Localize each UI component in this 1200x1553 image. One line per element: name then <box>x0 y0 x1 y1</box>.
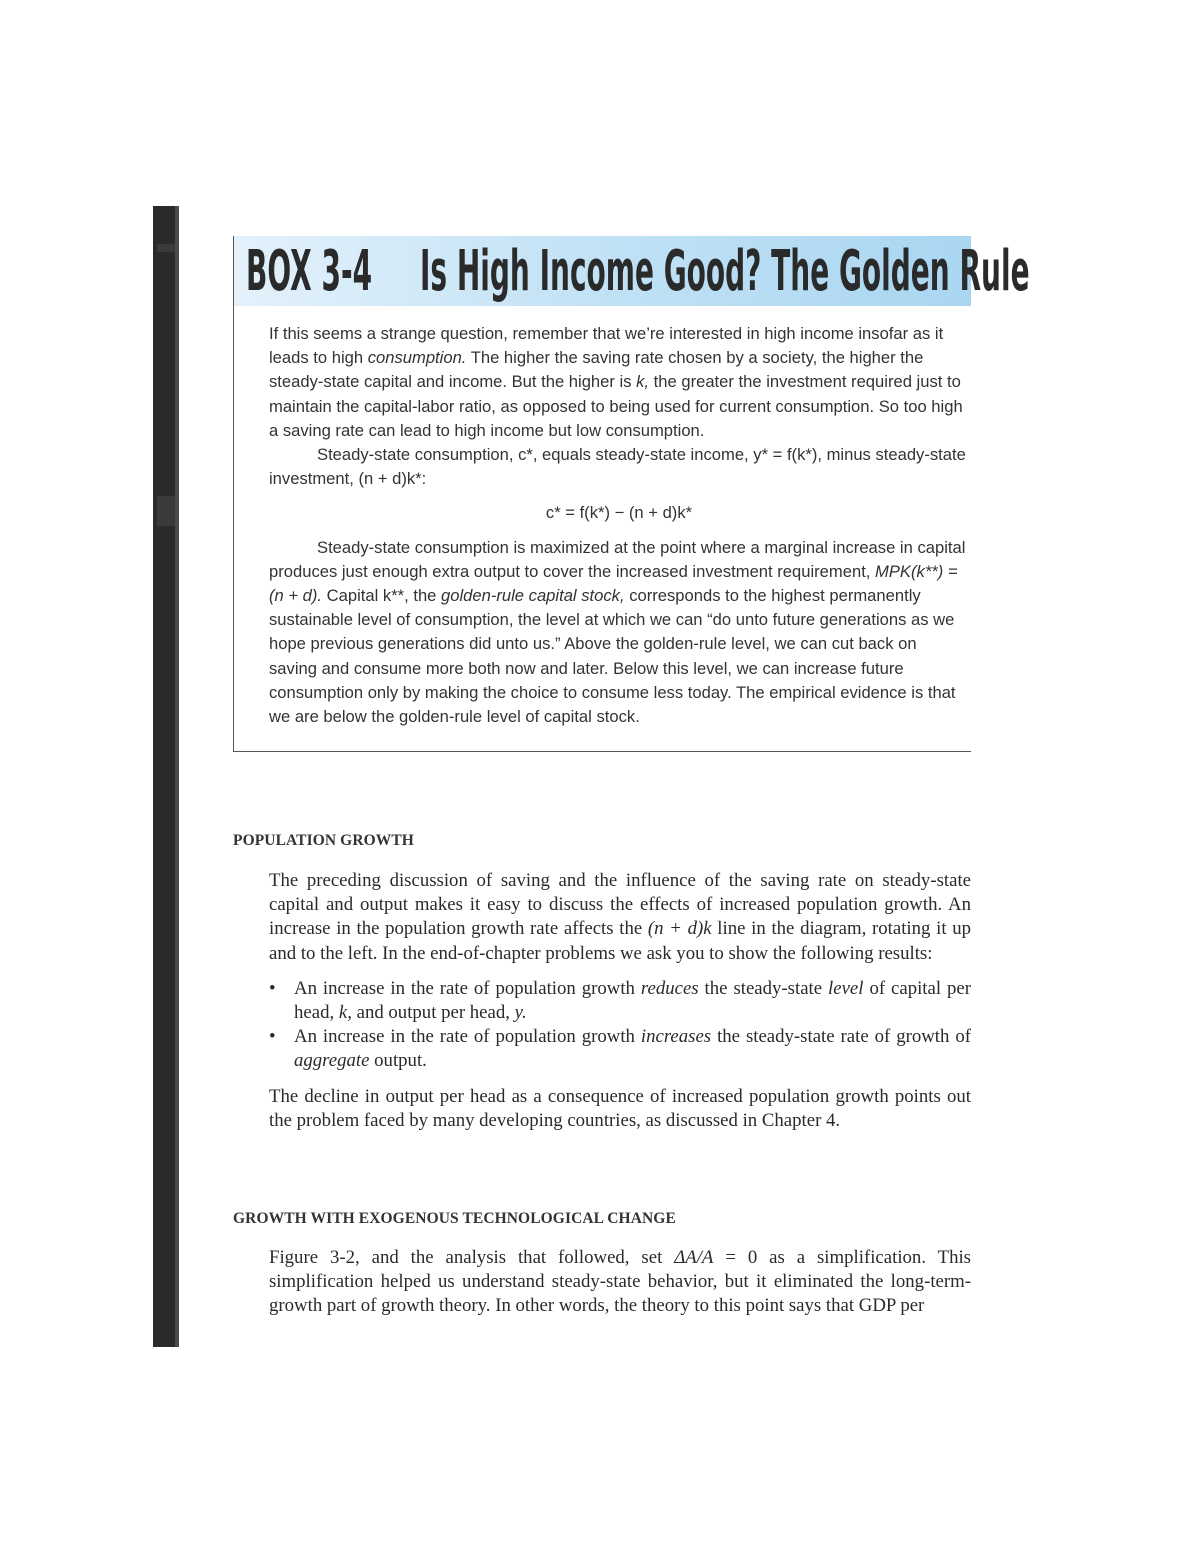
box-3-4 <box>233 236 1030 752</box>
box-body <box>269 322 969 729</box>
population-section <box>269 869 971 1133</box>
box-paragraph-3: Steady-state consumption is maximized at the point where a marginal increase in capital produces just enough extra output to cover the increased investment requirement, MPK(k**) = (n + d). Capital k**, the golden-rule capital stock, corresponds to the highest permanently sustainable level of consumption, the level at which we can “do unto future generations as we hope previous generations did unto us.” Above the golden-rule level, we can cut back on saving and consume more both now and later. Below this level, we can increase future consumption only by making the choice to consume less today. The empirical evidence is that we are below the golden-rule level of capital stock. <box>269 537 966 727</box>
box-equation: c* = f(k*) − (n + d)k* <box>545 503 693 523</box>
box-title: Is High Income Good? The Golden Rule <box>420 239 1030 304</box>
list-item: • An increase in the rate of population growth increases the steady-state rate of growth of aggregate output. <box>269 1026 971 1072</box>
section-heading-technology: GROWTH WITH EXOGENOUS TECHNOLOGICAL CHANGE <box>233 1210 676 1227</box>
spine-mark <box>157 496 175 526</box>
box-label: BOX 3-4 <box>246 239 373 304</box>
technology-section <box>269 1246 971 1319</box>
book-spine-shadow <box>153 206 179 1347</box>
bullet-icon: • <box>269 977 276 999</box>
spine-mark <box>157 244 175 252</box>
list-item: • An increase in the rate of population growth reduces the steady-state level of capital per head, k, and output per head, y. <box>269 977 972 1024</box>
box-paragraph-2: Steady-state consumption, c*, equals steady-state income, y* = f(k*), minus steady-state investment, (n + d)k*: <box>269 445 966 489</box>
technology-paragraph-1: Figure 3-2, and the analysis that followed, set ΔA/A = 0 as a simplification. This simplification helped us understand steady-state behavior, but it eliminated the long-term-growth part of growth theory. In other words, the theory to this point says that GDP per <box>269 1247 971 1317</box>
population-paragraph-2: The decline in output per head as a consequence of increased population growth points out the problem faced by many developing countries, as discussed in Chapter 4. <box>269 1085 971 1131</box>
results-list <box>269 977 971 1074</box>
bullet-icon: • <box>269 1026 276 1048</box>
box-paragraph-1: If this seems a strange question, remember that we’re interested in high income insofar as it leads to high consumption. The higher the saving rate chosen by a society, the higher the steady-state capital and income. But the higher is k, the greater the investment required just to maintain the capital-labor ratio, as opposed to being used for current consumption. So too high a saving rate can lead to high income but low consumption. <box>269 324 963 440</box>
population-paragraph-1: The preceding discussion of saving and the influence of the saving rate on steady-state capital and output makes it easy to discuss the effects of increased population growth. An increase in the population growth rate affects the (n + d)k line in the diagram, rotating it up and to the left. In the end-of-chapter problems we ask you to show the following results: <box>269 870 972 964</box>
section-heading-population: POPULATION GROWTH <box>233 832 414 849</box>
